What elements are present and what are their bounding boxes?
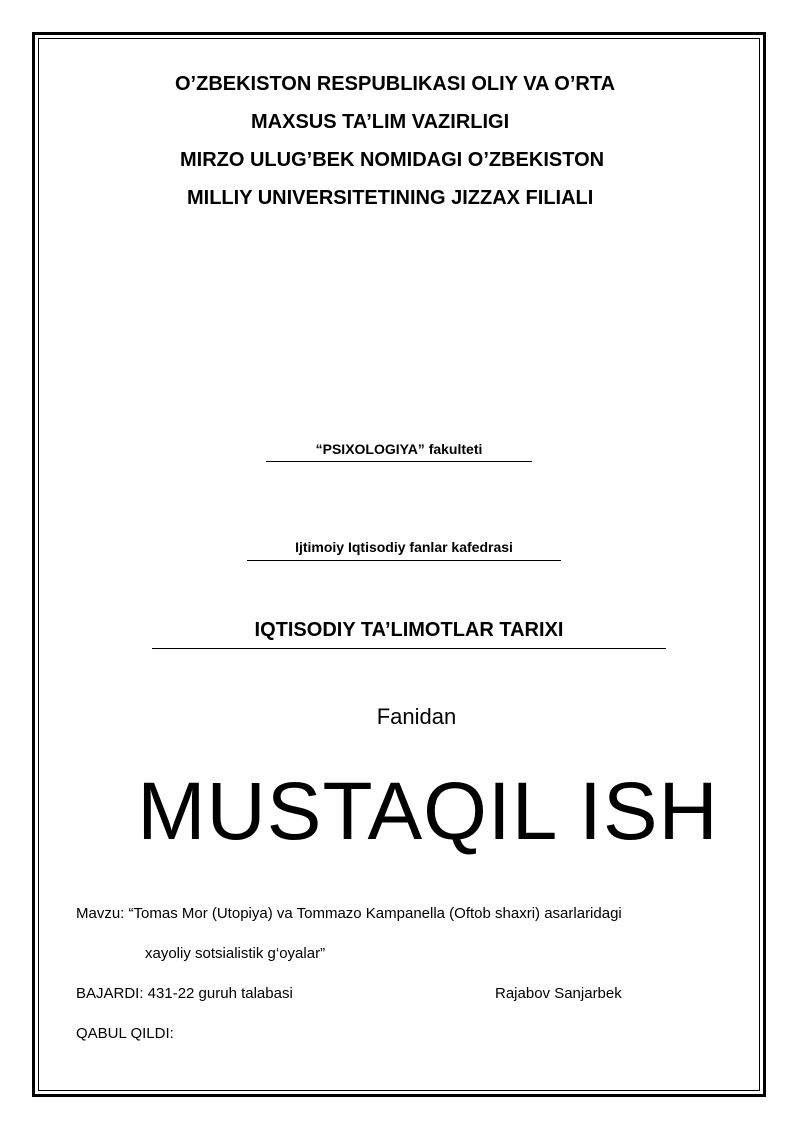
subject-title: IQTISODIY TA’LIMOTLAR TARIXI [254, 619, 564, 641]
department-underline [247, 560, 561, 561]
faculty-underline [266, 461, 532, 462]
university-line-2: MILLIY UNIVERSITETINING JIZZAX FILIALI [187, 187, 594, 209]
topic-line-2: xayoliy sotsialistik g‘oyalar” [145, 945, 326, 962]
performed-label: BAJARDI: 431-22 guruh talabasi [76, 985, 293, 1002]
university-line-1: MIRZO ULUG’BEK NOMIDAGI O’ZBEKISTON [180, 149, 605, 171]
faculty-name: “PSIXOLOGIYA” fakulteti [315, 441, 483, 457]
subject-underline [152, 648, 666, 649]
accepted-label: QABUL QILDI: [76, 1025, 174, 1042]
ministry-line-1: O’ZBEKISTON RESPUBLIKASI OLIY VA O’RTA [175, 73, 616, 95]
department-name: Ijtimoiy Iqtisodiy fanlar kafedrasi [295, 539, 513, 555]
topic-line-1: Mavzu: “Tomas Mor (Utopiya) va Tommazo Kampanella (Oftob shaxri) asarlaridagi [76, 905, 622, 922]
work-title: MUSTAQIL ISH [137, 766, 719, 857]
ministry-line-2: MAXSUS TA’LIM VAZIRLIGI [251, 111, 510, 133]
student-name: Rajabov Sanjarbek [495, 985, 622, 1002]
fanidan-label: Fanidan [376, 704, 457, 729]
